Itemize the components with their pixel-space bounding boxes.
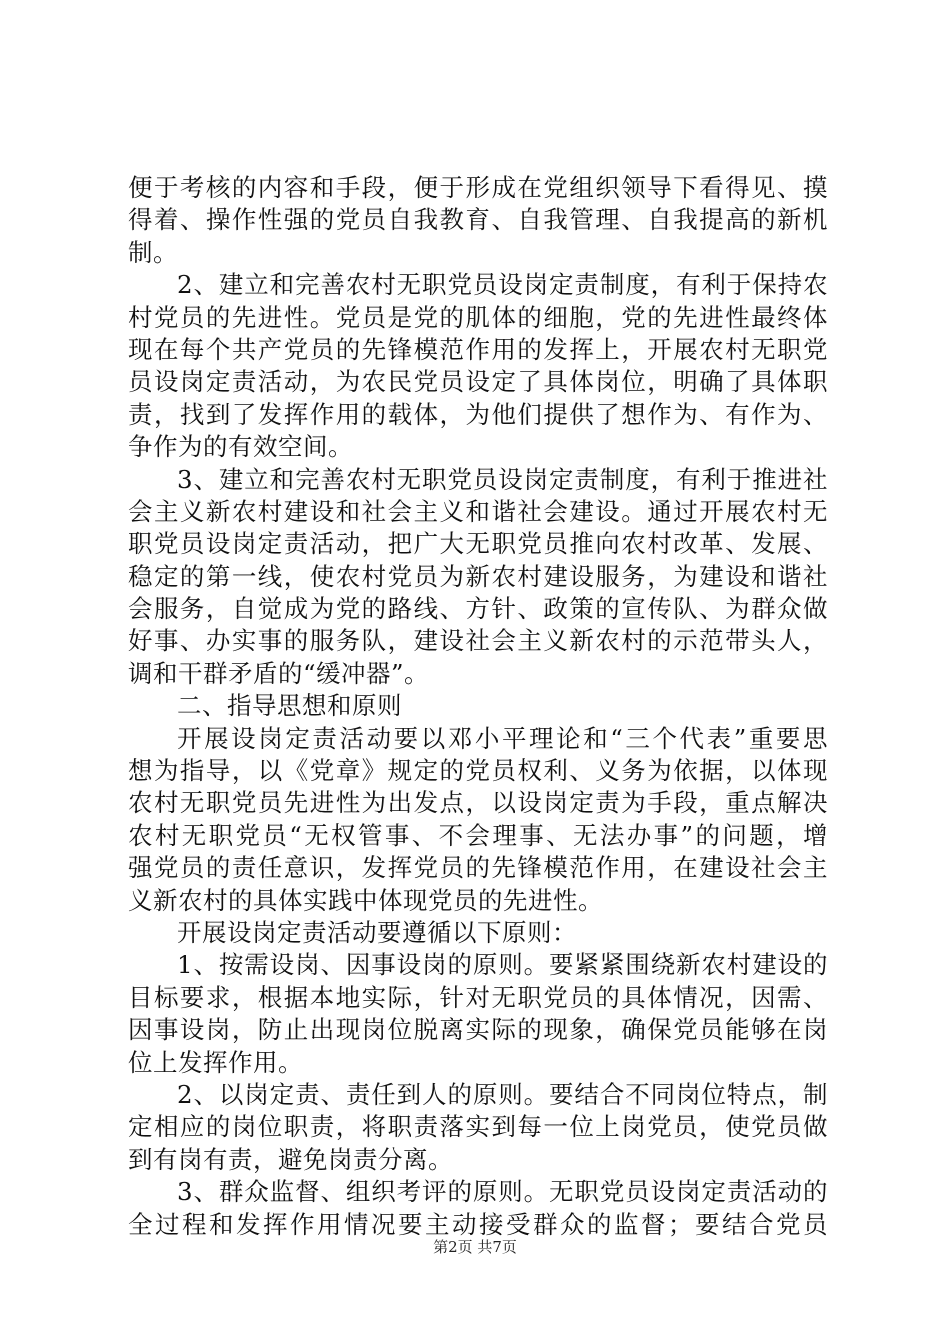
text-line: 会主义新农村建设和社会主义和谐社会建设。通过开展农村无	[128, 496, 828, 526]
text-line: 便于考核的内容和手段，便于形成在党组织领导下看得见、摸	[128, 173, 828, 202]
text-line: 农村无职党员先进性为出发点，以设岗定责为手段，重点解决	[128, 788, 828, 818]
document-body	[128, 172, 828, 1241]
text-line: 职党员设岗定责活动，把广大无职党员推向农村改革、发展、	[128, 529, 828, 559]
text-line: 员设岗定责活动，为农民党员设定了具体岗位，明确了具体职	[128, 367, 828, 397]
text-line: 1、按需设岗、因事设岗的原则。要紧紧围绕新农村建设的	[177, 950, 828, 980]
text-line: 位上发挥作用。	[128, 1047, 303, 1077]
text-line: 开展设岗定责活动要以邓小平理论和“三个代表”重要思	[177, 723, 828, 753]
text-line: 想为指导，以《党章》规定的党员权利、义务为依据，以体现	[128, 756, 828, 786]
text-line: 开展设岗定责活动要遵循以下原则：	[177, 917, 577, 947]
text-line: 义新农村的具体实践中体现党员的先进性。	[128, 885, 603, 915]
text-line: 2、以岗定责、责任到人的原则。要结合不同岗位特点，制	[177, 1079, 828, 1109]
text-line: 二、指导思想和原则	[177, 691, 402, 721]
text-line: 调和干群矛盾的“缓冲器”。	[128, 658, 430, 688]
text-line: 3、建立和完善农村无职党员设岗定责制度，有利于推进社	[177, 464, 828, 494]
text-line: 制。	[128, 237, 178, 267]
text-line: 全过程和发挥作用情况要主动接受群众的监督；要结合党员	[128, 1209, 828, 1239]
text-line: 好事、办实事的服务队，建设社会主义新农村的示范带头人，	[128, 626, 828, 656]
page-footer: 第2页 共7页	[433, 1238, 517, 1256]
text-line: 会服务，自觉成为党的路线、方针、政策的宣传队、为群众做	[128, 594, 828, 624]
text-line: 村党员的先进性。党员是党的肌体的细胞，党的先进性最终体	[128, 302, 828, 332]
text-line: 稳定的第一线，使农村党员为新农村建设服务，为建设和谐社	[128, 561, 828, 591]
text-line: 3、群众监督、组织考评的原则。无职党员设岗定责活动的	[177, 1177, 828, 1207]
text-line: 争作为的有效空间。	[128, 432, 353, 462]
text-line: 定相应的岗位职责，将职责落实到每一位上岗党员，使党员做	[128, 1112, 828, 1142]
text-line: 农村无职党员“无权管事、不会理事、无法办事”的问题，增	[128, 820, 828, 850]
text-line: 责，找到了发挥作用的载体，为他们提供了想作为、有作为、	[128, 399, 828, 429]
text-line: 因事设岗，防止出现岗位脱离实际的现象，确保党员能够在岗	[128, 1015, 828, 1045]
text-line: 2、建立和完善农村无职党员设岗定责制度，有利于保持农	[177, 270, 828, 300]
text-line: 到有岗有责，避免岗责分离。	[128, 1144, 453, 1174]
text-line: 目标要求，根据本地实际，针对无职党员的具体情况，因需、	[128, 982, 828, 1012]
text-line: 得着、操作性强的党员自我教育、自我管理、自我提高的新机	[128, 205, 828, 235]
text-line: 现在每个共产党员的先锋模范作用的发挥上，开展农村无职党	[128, 334, 828, 364]
text-line: 强党员的责任意识，发挥党员的先锋模范作用，在建设社会主	[128, 853, 828, 883]
